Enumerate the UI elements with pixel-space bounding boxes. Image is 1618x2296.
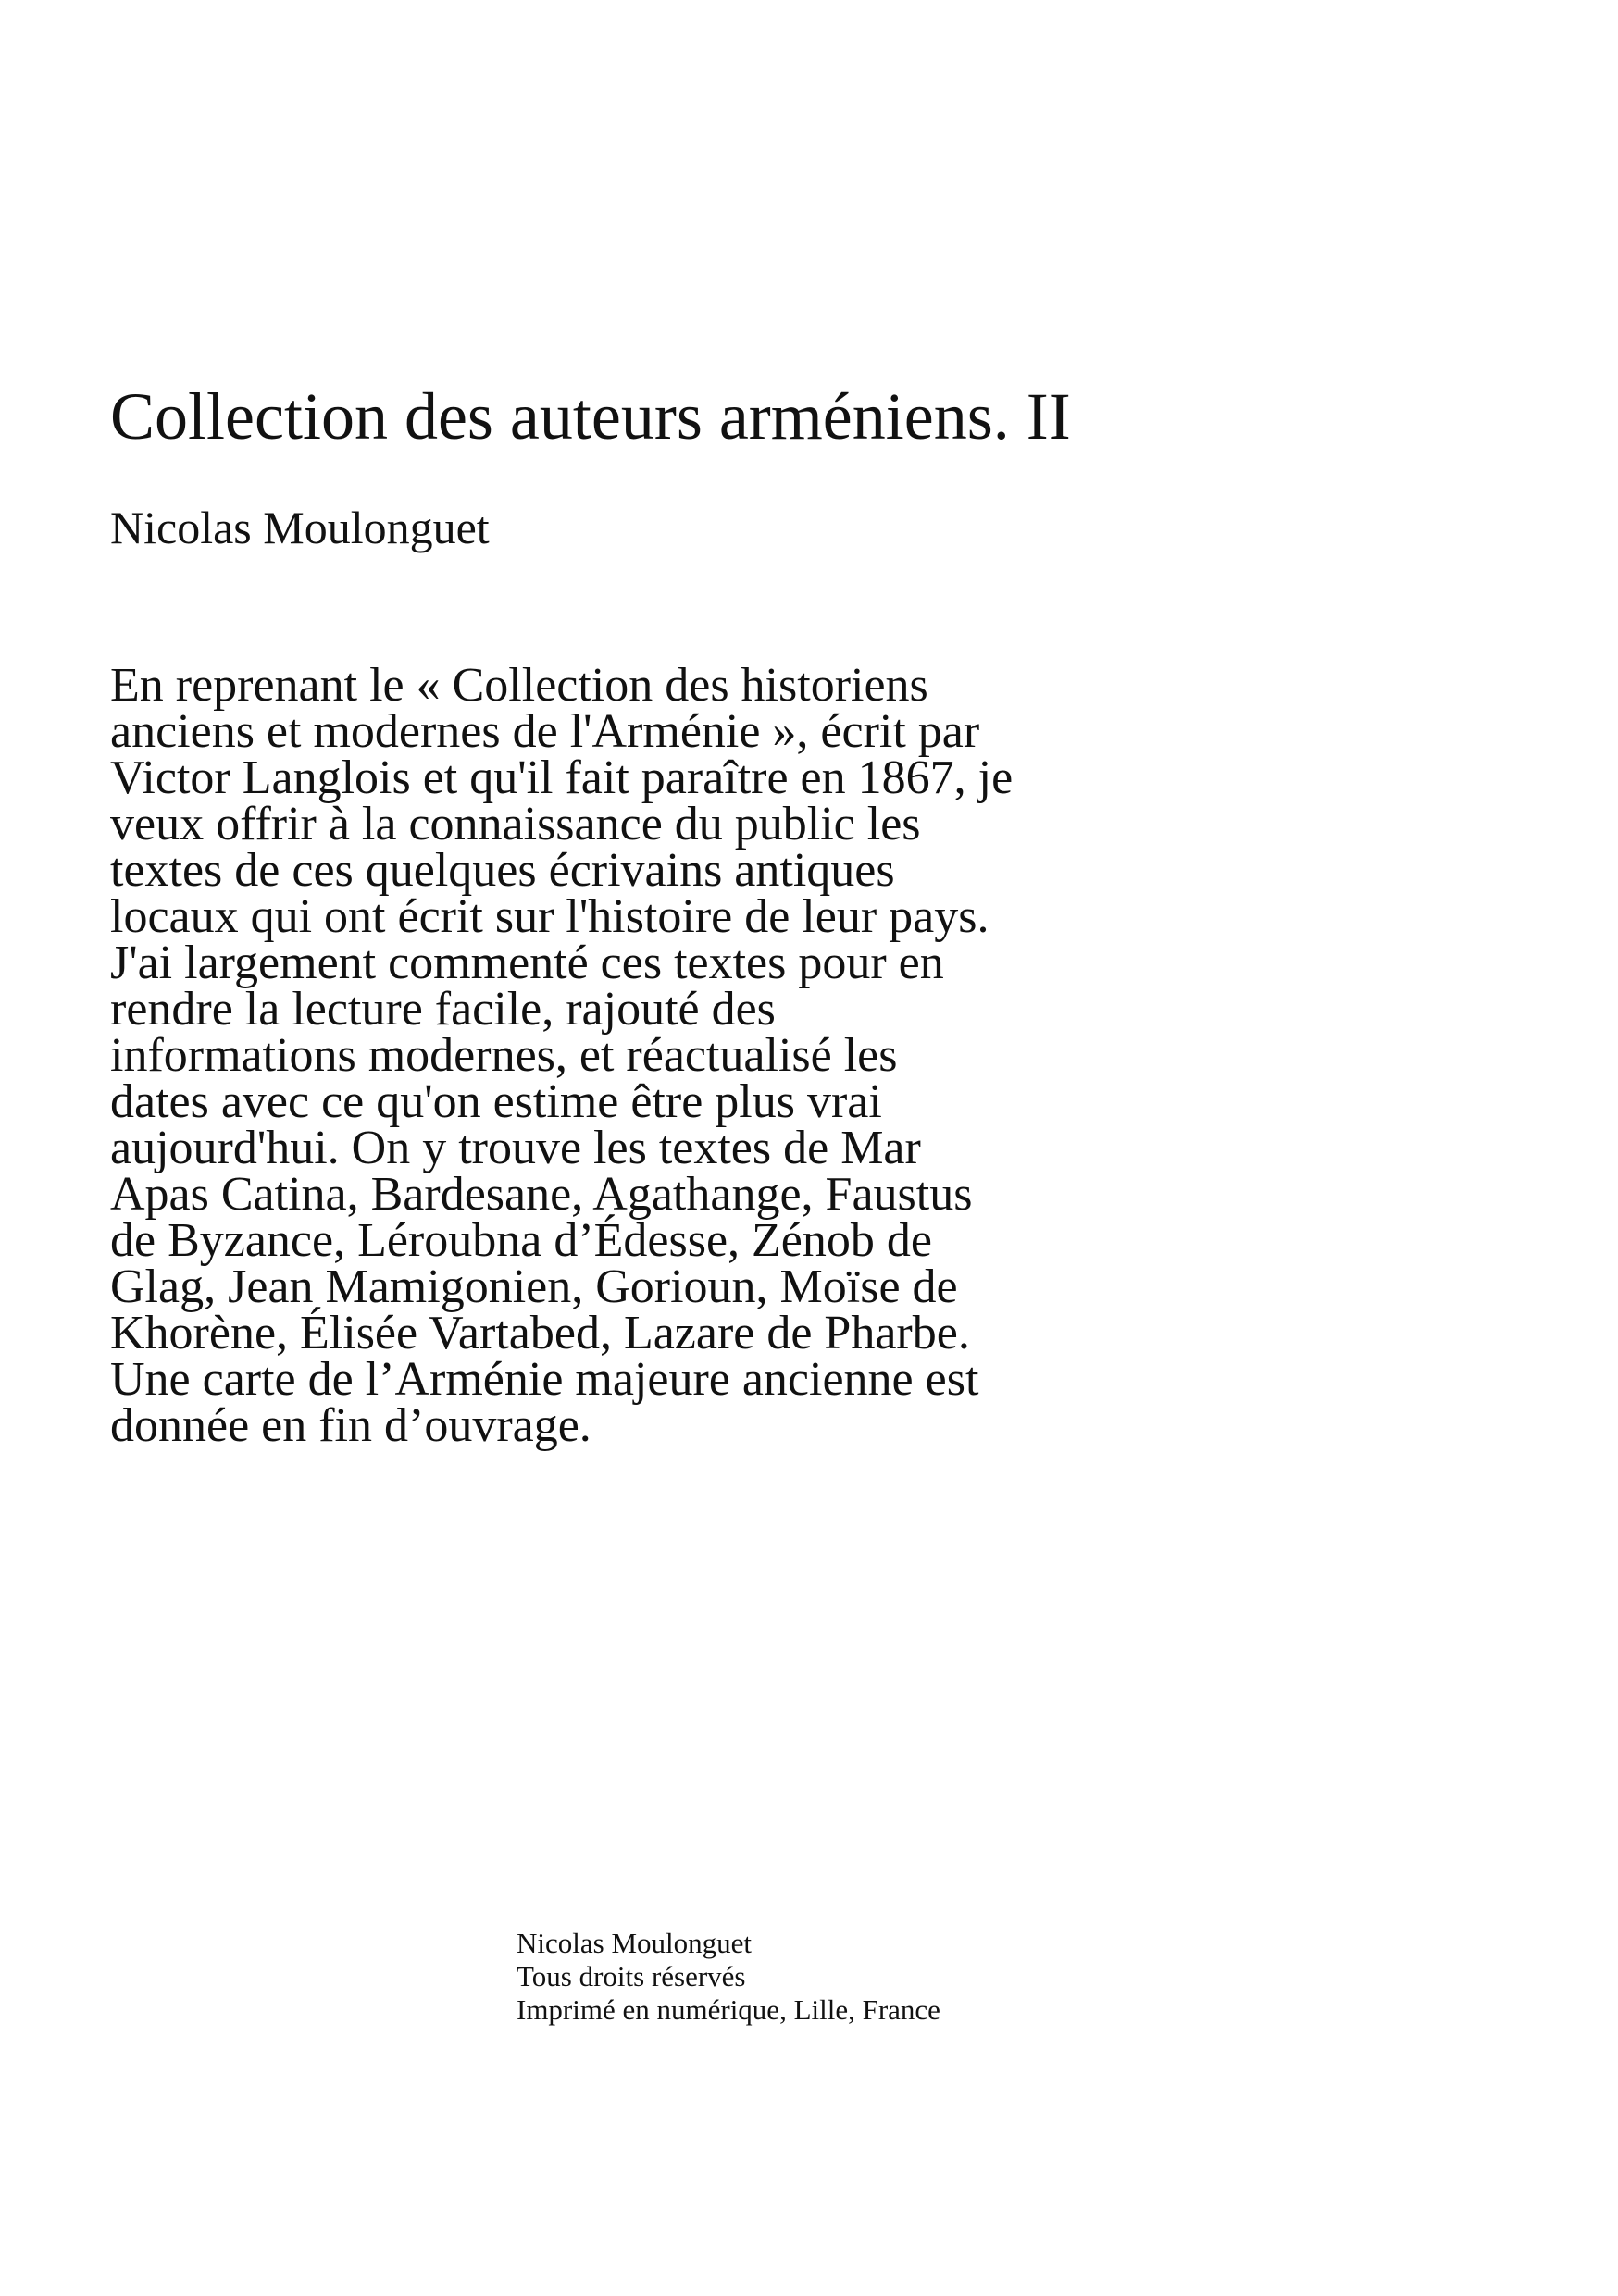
description-line: informations modernes, et réactualisé les	[110, 1029, 898, 1082]
description-line: anciens et modernes de l'Arménie », écrit par	[110, 705, 980, 758]
book-title: Collection des auteurs arméniens. II	[110, 379, 1071, 453]
description-line: textes de ces quelques écrivains antiques	[110, 844, 895, 897]
description-line: J'ai largement commenté ces textes pour en	[110, 937, 944, 989]
description-line: Khorène, Élisée Vartabed, Lazare de Pharbe.	[110, 1307, 970, 1359]
book-author: Nicolas Moulonguet	[110, 502, 490, 553]
book-description	[110, 659, 1258, 1452]
description-line: dates avec ce qu'on estime être plus vrai	[110, 1075, 882, 1128]
description-line: veux offrir à la connaissance du public les	[110, 798, 921, 850]
imprint-name: Nicolas Moulonguet	[517, 1927, 752, 1959]
description-line: rendre la lecture facile, rajouté des	[110, 983, 776, 1036]
description-line: Une carte de l’Arménie majeure ancienne est	[110, 1353, 979, 1406]
description-line: Apas Catina, Bardesane, Agathange, Faustus	[110, 1168, 973, 1221]
description-line: locaux qui ont écrit sur l'histoire de leur pays.	[110, 890, 989, 943]
imprint-block	[517, 1927, 940, 2027]
imprint-printed: Imprimé en numérique, Lille, France	[517, 1993, 940, 2026]
description-line: donnée en fin d’ouvrage.	[110, 1399, 591, 1452]
description-line: Victor Langlois et qu'il fait paraître en 1867, je	[110, 751, 1014, 804]
description-line: de Byzance, Léroubna d’Édesse, Zénob de	[110, 1214, 932, 1267]
description-line: Glag, Jean Mamigonien, Gorioun, Moïse de	[110, 1260, 958, 1313]
imprint-rights: Tous droits réservés	[517, 1960, 746, 1992]
description-line: En reprenant le « Collection des historiens	[110, 659, 928, 712]
description-line: aujourd'hui. On y trouve les textes de Mar	[110, 1122, 921, 1174]
